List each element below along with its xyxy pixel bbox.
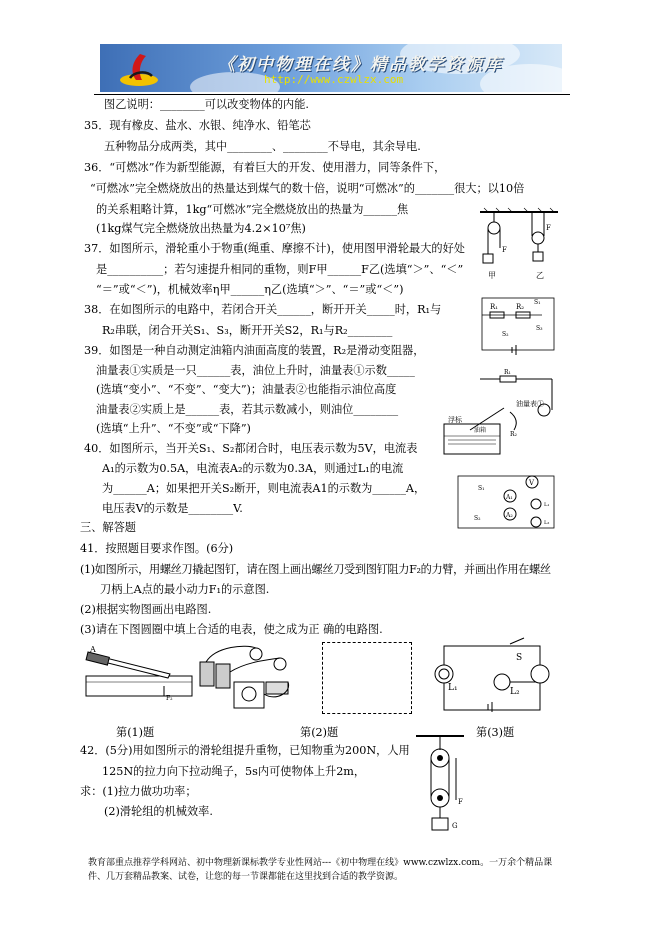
text-line: 求：(1)拉力做功功率； (80, 785, 197, 798)
question-38: 38．在如图所示的电路中，若闭合开关______，断开开关_____时，R₁与 (84, 303, 442, 316)
lever-figure (84, 646, 194, 702)
pulley-label-jia: 甲 (488, 271, 496, 280)
drawing-answer-box[interactable] (322, 642, 412, 714)
question-41: 41．按照题目要求作图。(6分) (80, 542, 234, 555)
text-line: 的关系粗略计算，1kg“可燃冰”完全燃烧放出的热量为______焦 (96, 203, 409, 216)
text-line: (2)根据实物图画出电路图. (80, 603, 212, 616)
label-l1: L₁ (544, 502, 550, 508)
text-line: (选填“变小”、“不变”、“变大”)；油量表②也能指示油位高度 (96, 383, 397, 396)
label-s3: S₃ (536, 325, 543, 332)
section-title: 三、解答题 (80, 521, 136, 534)
text-line: 是__________；若匀速提升相同的重物，则F甲______F乙(选填“＞”、“＜” (96, 263, 464, 276)
label-3-l2: L₂ (510, 687, 520, 697)
label-g: G (452, 822, 458, 830)
banner-title: 《初中物理在线》精品教学资源库 (218, 55, 503, 75)
label-a2: A₂ (506, 512, 513, 519)
label-40-s1: S₁ (478, 485, 485, 492)
label-s2: S₂ (502, 331, 509, 338)
text-line: (选填“上升”、“不变”或“下降”) (96, 422, 251, 435)
label-3-l1: L₁ (448, 683, 458, 693)
caption-2: 第(2)题 (300, 726, 339, 739)
circuit-figure-40 (452, 470, 560, 534)
label-oil-r1: R₁ (504, 369, 511, 376)
real-circuit-figure (196, 642, 300, 714)
banner-url[interactable]: http://www.czwlzx.com (264, 73, 404, 86)
label-r2: R₂ (516, 303, 525, 311)
question-35: 35．现有橡皮、盐水、水银、纯净水、铅笔芯 (84, 119, 311, 132)
text-line: 电压表V的示数是________V. (102, 502, 243, 515)
label-a1: A₁ (506, 494, 513, 501)
label-3-s: S (516, 653, 523, 663)
text-line: R₂串联，闭合开关S₁、S₃，断开开关S2，R₁与R₂________ (102, 324, 393, 337)
pulley-block-figure-42 (410, 730, 470, 836)
caption-3: 第(3)题 (476, 726, 515, 739)
text-line: (1)如图所示，用螺丝刀撬起图钉，请在图上画出螺丝刀受到图钉阻力F₂的力臂，并画出作用在螺丝 (80, 563, 551, 576)
pulley-figure-37 (478, 206, 562, 286)
text-line: 刀柄上A点的最小动力F₁的示意图. (100, 583, 270, 596)
text-line: 油量表①实质是一只______表，油位上升时，油量表①示数_____ (96, 364, 415, 377)
text-line: 图乙说明：________可以改变物体的内能. (104, 98, 309, 111)
text-line: “可燃冰”完全燃烧放出的热量达到煤气的数十倍，说明“可燃冰”的_______很大；以10倍 (90, 182, 525, 195)
label-oil-r2: R₂ (510, 431, 517, 438)
text-line: 油量表②实质上是______表，若其示数减小，则油位________ (96, 403, 399, 416)
footer-line-2: 件、几万套精品教案、试卷，让您的每一节课都能在这里找到合适的教学资源。 (88, 872, 404, 882)
lever-label-a: A (90, 646, 96, 654)
label-v: V (529, 479, 535, 487)
label-float: 浮标 (448, 416, 462, 424)
svg-text:F: F (546, 224, 551, 232)
header-banner (100, 44, 562, 92)
label-f: F (458, 798, 463, 806)
question-37: 37．如图所示，滑轮重小于物重(绳重、摩擦不计)，使用图甲滑轮最大的好处 (84, 242, 465, 255)
question-42: 42．(5分)用如图所示的滑轮组提升重物，已知物重为200N，人用 (80, 744, 410, 757)
text-line: (3)请在下图圆圈中填上合适的电表，使之成为正 确的电路图. (80, 623, 383, 636)
lever-label-f2: F₂ (166, 695, 173, 702)
question-40: 40．如图所示，当开关S₁、S₂都闭合时，电压表示数为5V，电流表 (84, 442, 418, 455)
site-logo-icon (118, 50, 160, 88)
oil-gauge-figure-39 (440, 368, 560, 460)
text-line: (2)滑轮组的机械效率. (104, 805, 213, 818)
footer-line-1: 教育部重点推荐学科网站、初中物理新课标教学专业性网站---《初中物理在线》www.czwlzx.com。一万余个精品课 (88, 858, 553, 868)
svg-text:F: F (502, 246, 507, 254)
text-line: 为______A；如果把开关S₂断开，则电流表A1的示数为______A， (102, 482, 426, 495)
text-line: 五种物品分成两类，其中________、________不导电，其余导电. (104, 140, 421, 153)
text-line: (1kg煤气完全燃烧放出热量为4.2×10⁷焦) (96, 222, 306, 235)
label-tank: 油箱 (474, 427, 487, 434)
header-divider (94, 94, 570, 95)
meter-circuit-figure (432, 634, 552, 718)
circuit-figure-38 (476, 292, 560, 356)
caption-1: 第(1)题 (116, 726, 155, 739)
label-40-s2: S₂ (474, 515, 481, 522)
text-line: 125N的拉力向下拉动绳子，5s内可使物体上升2m， (102, 765, 366, 778)
text-line: “＝”或“＜”)，机械效率η甲______η乙(选填“＞”、“＝”或“＜”) (96, 283, 404, 296)
question-39: 39．如图是一种自动测定油箱内油面高度的装置，R₂是滑动变阻器， (84, 344, 425, 357)
text-line: A₁的示数为0.5A，电流表A₂的示数为0.3A，则通过L₁的电流 (102, 462, 404, 475)
page-footer (88, 856, 588, 884)
label-r1: R₁ (490, 303, 499, 311)
label-l2: L₂ (544, 520, 550, 526)
pulley-label-yi: 乙 (536, 271, 544, 280)
label-s1: S₁ (534, 299, 541, 306)
question-36: 36．“可燃冰”作为新型能源，有着巨大的开发、使用潜力，同等条件下， (84, 161, 446, 174)
label-oil-meter: 油量表① (516, 400, 544, 408)
